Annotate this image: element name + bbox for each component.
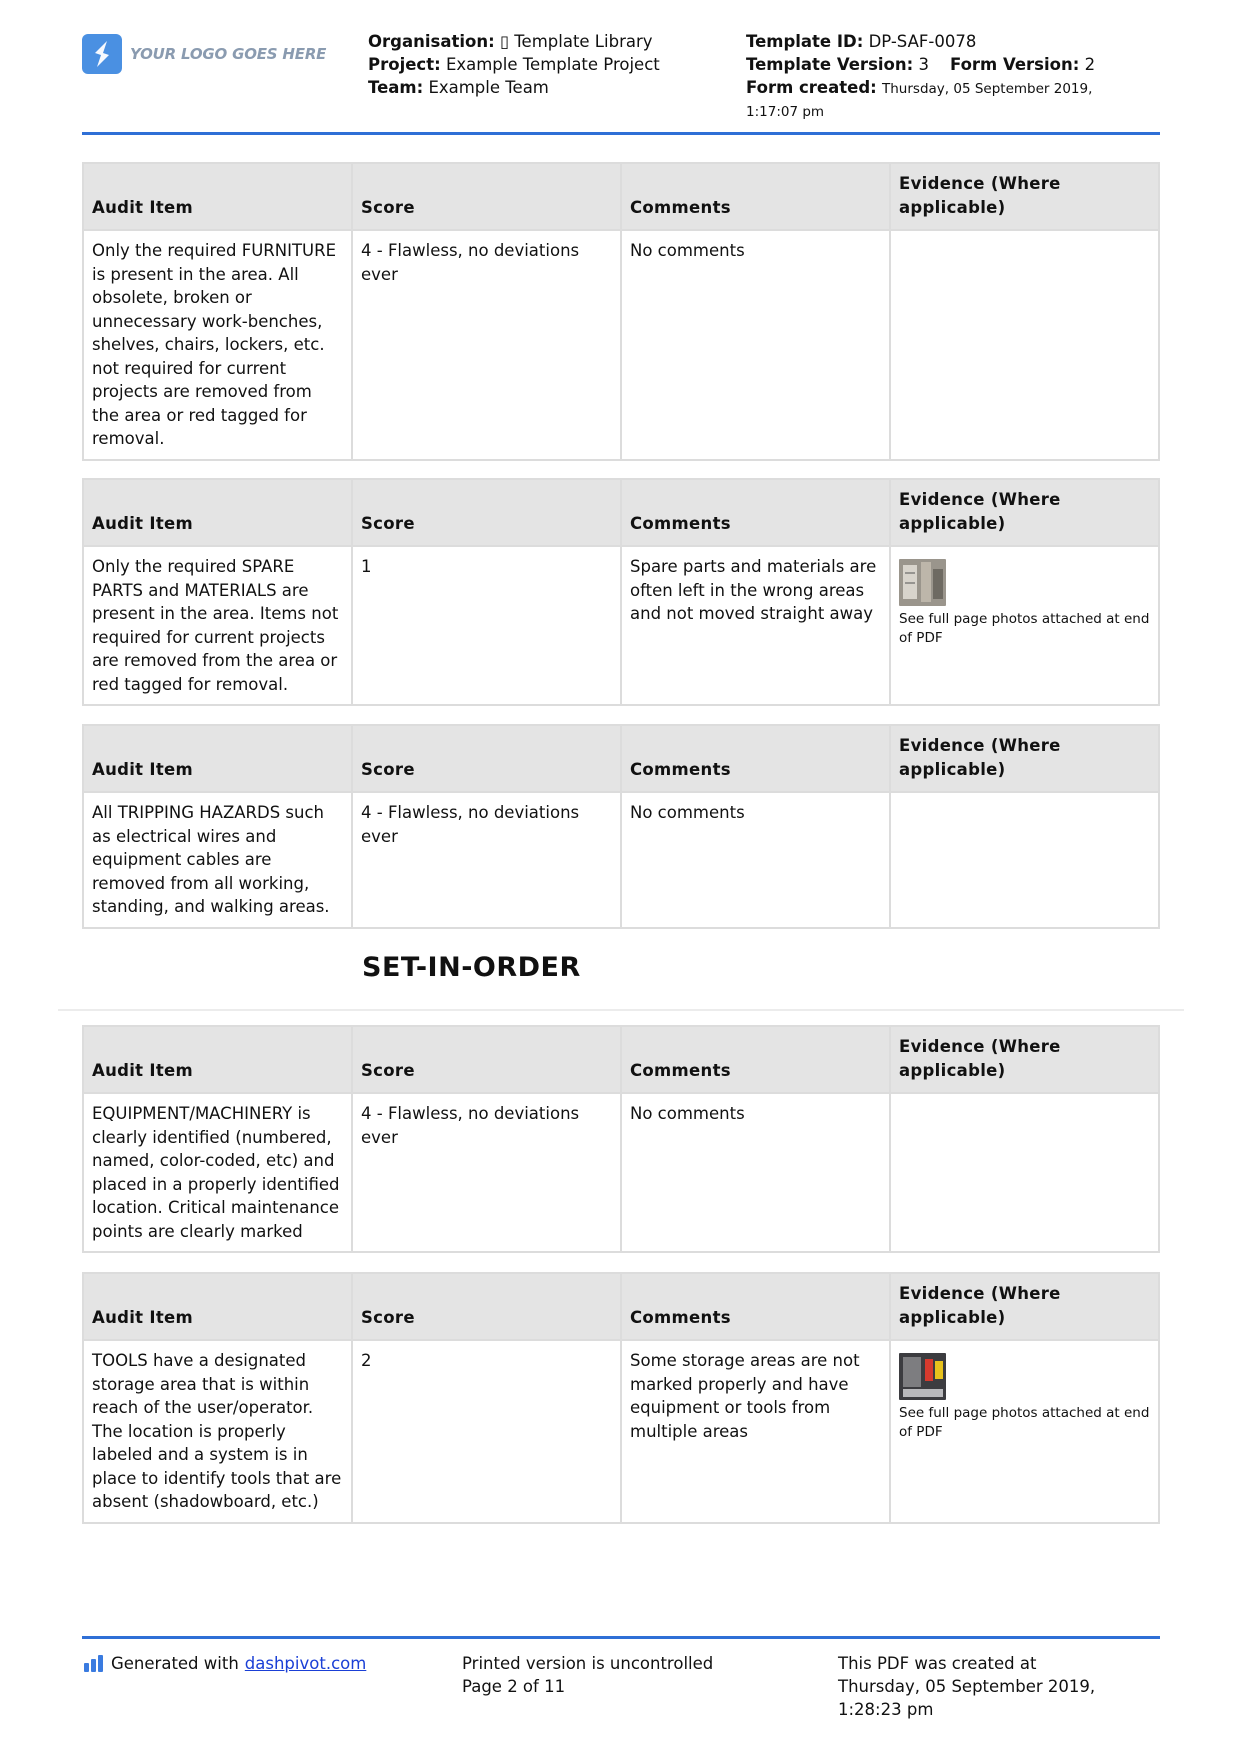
column-header-comments: Comments bbox=[621, 725, 890, 792]
evidence-note: See full page photos attached at end of PDF bbox=[899, 1405, 1150, 1440]
form-created-value: Thursday, 05 September 2019, bbox=[882, 81, 1093, 97]
team-value: Example Team bbox=[428, 78, 549, 97]
score-value: 2 bbox=[352, 1340, 621, 1523]
dashpivot-bars-icon bbox=[84, 1655, 103, 1672]
uncontrolled-note: Printed version is uncontrolled bbox=[462, 1654, 714, 1673]
organisation-value: ▯ Template Library bbox=[499, 32, 653, 51]
created-line-1: This PDF was created at bbox=[838, 1654, 1037, 1673]
column-header-score: Score bbox=[352, 1273, 621, 1340]
audit-item-text: TOOLS have a designated storage area that is within reach of the user/operator. The location is properly labeled and a system is in place to identify tools that are absent (shadowboard, etc.) bbox=[83, 1340, 352, 1523]
column-header-score: Score bbox=[352, 725, 621, 792]
audit-table bbox=[82, 1272, 1160, 1524]
form-created-label: Form created: bbox=[746, 78, 877, 97]
footer-created-info bbox=[838, 1652, 1095, 1721]
column-header-evidence: Evidence (Where applicable) bbox=[890, 163, 1159, 230]
column-header-comments: Comments bbox=[621, 1273, 890, 1340]
column-header-comments: Comments bbox=[621, 1026, 890, 1093]
comments-value: No comments bbox=[621, 230, 890, 460]
template-version-value: 3 bbox=[918, 55, 929, 74]
comments-value: Some storage areas are not marked properly and have equipment or tools from multiple areas bbox=[621, 1340, 890, 1523]
column-header-score: Score bbox=[352, 479, 621, 546]
footer-generated bbox=[84, 1652, 366, 1675]
audit-table bbox=[82, 1025, 1160, 1253]
logo-icon bbox=[82, 34, 122, 74]
logo-text: YOUR LOGO GOES HERE bbox=[130, 45, 327, 63]
dashpivot-link[interactable]: dashpivot.com bbox=[244, 1654, 367, 1673]
score-value: 4 - Flawless, no deviations ever bbox=[352, 792, 621, 928]
column-header-audit-item: Audit Item bbox=[83, 479, 352, 546]
column-header-audit-item: Audit Item bbox=[83, 725, 352, 792]
project-value: Example Template Project bbox=[445, 55, 660, 74]
audit-table bbox=[82, 724, 1160, 929]
section-title: SET-IN-ORDER bbox=[362, 952, 581, 983]
table-row bbox=[83, 546, 1159, 705]
score-value: 4 - Flawless, no deviations ever bbox=[352, 1093, 621, 1252]
table-row bbox=[83, 1340, 1159, 1523]
column-header-evidence: Evidence (Where applicable) bbox=[890, 725, 1159, 792]
form-created-time: 1:17:07 pm bbox=[746, 104, 825, 120]
comments-value: No comments bbox=[621, 1093, 890, 1252]
logo bbox=[82, 34, 326, 74]
form-version-label: Form Version: bbox=[949, 55, 1080, 74]
column-header-audit-item: Audit Item bbox=[83, 1026, 352, 1093]
column-header-comments: Comments bbox=[621, 163, 890, 230]
column-header-audit-item: Audit Item bbox=[83, 163, 352, 230]
evidence-photo-thumbnail[interactable] bbox=[899, 1353, 946, 1400]
evidence-cell bbox=[890, 1340, 1159, 1523]
audit-item-text: Only the required FURNITURE is present in the area. All obsolete, broken or unnecessary work-benches, shelves, chairs, lockers, etc. not required for current projects are removed from the area or red tagged for removal. bbox=[83, 230, 352, 460]
evidence-cell bbox=[890, 1093, 1159, 1252]
score-value: 1 bbox=[352, 546, 621, 705]
header-org-block bbox=[368, 30, 738, 99]
score-value: 4 - Flawless, no deviations ever bbox=[352, 230, 621, 460]
column-header-comments: Comments bbox=[621, 479, 890, 546]
audit-table bbox=[82, 162, 1160, 461]
table-row bbox=[83, 1093, 1159, 1252]
footer-print-info bbox=[462, 1652, 713, 1698]
page-number: Page 2 of 11 bbox=[462, 1677, 566, 1696]
column-header-audit-item: Audit Item bbox=[83, 1273, 352, 1340]
form-version-value: 2 bbox=[1084, 55, 1096, 74]
template-id-value: DP-SAF-0078 bbox=[868, 32, 977, 51]
created-line-2: Thursday, 05 September 2019, bbox=[838, 1677, 1096, 1696]
project-label: Project: bbox=[368, 55, 441, 74]
template-id-label: Template ID: bbox=[746, 32, 864, 51]
comments-value: Spare parts and materials are often left in the wrong areas and not moved straight away bbox=[621, 546, 890, 705]
evidence-cell bbox=[890, 546, 1159, 705]
column-header-evidence: Evidence (Where applicable) bbox=[890, 479, 1159, 546]
audit-item-text: All TRIPPING HAZARDS such as electrical wires and equipment cables are removed from all working, standing, and walking areas. bbox=[83, 792, 352, 928]
evidence-photo-thumbnail[interactable] bbox=[899, 559, 946, 606]
header-divider bbox=[82, 132, 1160, 135]
page-header bbox=[82, 30, 1160, 136]
comments-value: No comments bbox=[621, 792, 890, 928]
evidence-cell bbox=[890, 230, 1159, 460]
organisation-label: Organisation: bbox=[368, 32, 495, 51]
team-label: Team: bbox=[368, 78, 424, 97]
generated-prefix: Generated with bbox=[111, 1654, 239, 1673]
table-row bbox=[83, 792, 1159, 928]
template-version-label: Template Version: bbox=[746, 55, 914, 74]
evidence-cell bbox=[890, 792, 1159, 928]
evidence-note: See full page photos attached at end of PDF bbox=[899, 611, 1150, 646]
column-header-evidence: Evidence (Where applicable) bbox=[890, 1026, 1159, 1093]
column-header-evidence: Evidence (Where applicable) bbox=[890, 1273, 1159, 1340]
header-template-block bbox=[746, 30, 1166, 124]
footer-divider bbox=[82, 1636, 1160, 1639]
audit-table bbox=[82, 478, 1160, 706]
section-divider bbox=[58, 1009, 1184, 1011]
column-header-score: Score bbox=[352, 1026, 621, 1093]
audit-item-text: EQUIPMENT/MACHINERY is clearly identified (numbered, named, color-coded, etc) and placed in a properly identified location. Critical maintenance points are clearly marked bbox=[83, 1093, 352, 1252]
table-row bbox=[83, 230, 1159, 460]
column-header-score: Score bbox=[352, 163, 621, 230]
created-line-3: 1:28:23 pm bbox=[838, 1700, 934, 1719]
audit-item-text: Only the required SPARE PARTS and MATERIALS are present in the area. Items not required for current projects are removed from the area or red tagged for removal. bbox=[83, 546, 352, 705]
